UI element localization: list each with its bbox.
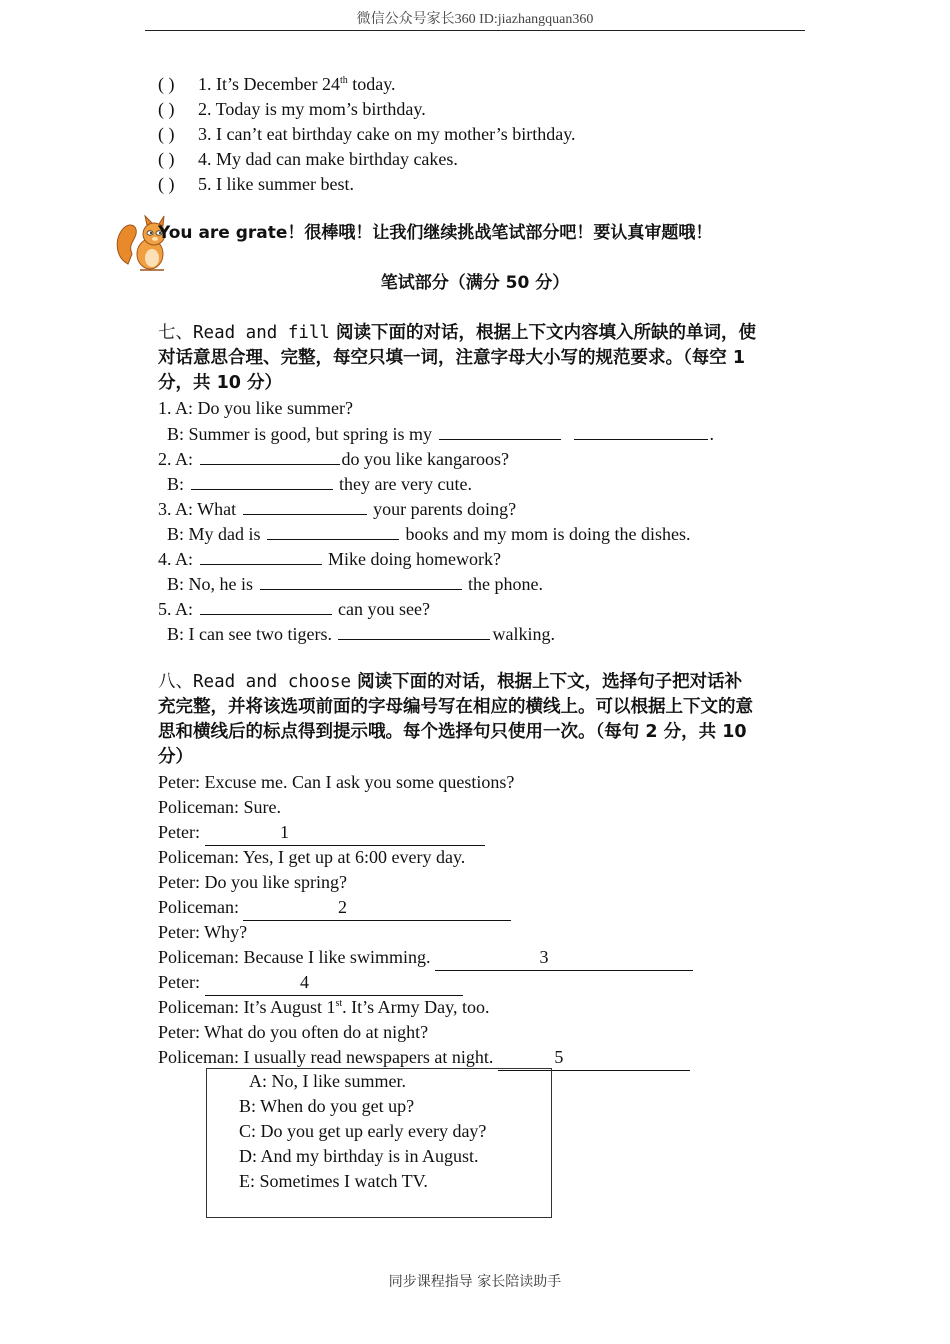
blank-s7-4b[interactable] xyxy=(260,571,462,590)
page-footer: 同步课程指导 家长陪读助手 xyxy=(388,1274,562,1290)
dialog-line-1: Peter: Excuse me. Can I ask you some questions? xyxy=(158,772,515,792)
dialog-line-11: Peter: What do you often do at night? xyxy=(158,1022,429,1042)
dialog-line-6: Policeman: 2 xyxy=(158,895,511,921)
dialog-line-2: Policeman: Sure. xyxy=(158,797,281,817)
s7-line-3: 2. A: do you like kangaroos? xyxy=(158,446,509,472)
option-e: E: Sometimes I watch TV. xyxy=(239,1171,428,1191)
blank-s8-5[interactable]: 5 xyxy=(498,1045,690,1071)
blank-s8-3[interactable]: 3 xyxy=(435,945,693,971)
tf-item-4: ( ) 4. My dad can make birthday cakes. xyxy=(158,149,458,169)
tf-item-1: ( ) 1. It’s December 24th today. xyxy=(158,74,396,94)
option-d: D: And my birthday is in August. xyxy=(239,1146,479,1166)
s7-line-8: B: No, he is the phone. xyxy=(158,571,543,597)
tf-item-5: ( ) 5. I like summer best. xyxy=(158,174,354,194)
section-7-instructions: 七、Read and fill 阅读下面的对话，根据上下文内容填入所缺的单词，使对话意思合理、完整，每空只填一词，注意字母大小写的规范要求。（每空 1 分，共 10 分） xyxy=(158,323,757,393)
dialog-line-9: Peter: 4 xyxy=(158,970,463,996)
s7-line-6: B: My dad is books and my mom is doing the dishes. xyxy=(158,521,691,547)
blank-s8-2[interactable]: 2 xyxy=(243,895,511,921)
option-a: A: No, I like summer. xyxy=(249,1071,406,1091)
encouragement-banner: You are grate！很棒哦！让我们继续挑战笔试部分吧！要认真审题哦！ xyxy=(158,223,713,243)
s7-line-2: B: Summer is good, but spring is my . xyxy=(158,421,714,447)
blank-s7-3b[interactable] xyxy=(267,521,399,540)
blank-s7-3a[interactable] xyxy=(243,496,367,515)
s7-line-1: 1. A: Do you like summer? xyxy=(158,398,353,418)
dialog-line-12: Policeman: I usually read newspapers at night. 5 xyxy=(158,1045,690,1071)
section-8-instructions: 八、Read and choose 阅读下面的对话，根据上下文，选择句子把对话补充完整，并将该选项前面的字母编号写在相应的横线上。可以根据上下文的意思和横线后的标点得到提示哦。每个选择句只使用一次。（每句 2 分，共 10 分） xyxy=(158,672,753,767)
option-c: C: Do you get up early every day? xyxy=(239,1121,487,1141)
blank-s8-1[interactable]: 1 xyxy=(205,820,485,846)
s7-line-5: 3. A: What your parents doing? xyxy=(158,496,516,522)
page-header: 微信公众号家长360 ID:jiazhangquan360 xyxy=(145,10,805,31)
option-b: B: When do you get up? xyxy=(239,1096,415,1116)
dialog-line-8: Policeman: Because I like swimming. 3 xyxy=(158,945,693,971)
s7-line-7: 4. A: Mike doing homework? xyxy=(158,546,501,572)
blank-s8-4[interactable]: 4 xyxy=(205,970,463,996)
s7-line-9: 5. A: can you see? xyxy=(158,596,430,622)
written-section-title: 笔试部分（满分 50 分） xyxy=(380,273,570,293)
dialog-line-10: Policeman: It’s August 1st. It’s Army Day, too. xyxy=(158,997,490,1017)
dialog-line-7: Peter: Why? xyxy=(158,922,248,942)
blank-s7-1a[interactable] xyxy=(439,421,561,440)
blank-s7-2b[interactable] xyxy=(191,471,333,490)
blank-s7-5b[interactable] xyxy=(338,621,490,640)
s7-line-4: B: they are very cute. xyxy=(158,471,472,497)
dialog-line-5: Peter: Do you like spring? xyxy=(158,872,347,892)
tf-item-2: ( ) 2. Today is my mom’s birthday. xyxy=(158,99,426,119)
s7-line-10: B: I can see two tigers. walking. xyxy=(158,621,555,647)
blank-s7-1b[interactable] xyxy=(574,421,708,440)
blank-s7-2a[interactable] xyxy=(200,446,340,465)
dialog-line-4: Policeman: Yes, I get up at 6:00 every day. xyxy=(158,847,466,867)
tf-item-3: ( ) 3. I can’t eat birthday cake on my mother’s birthday. xyxy=(158,124,576,144)
dialog-line-3: Peter: 1 xyxy=(158,820,485,846)
blank-s7-4a[interactable] xyxy=(200,546,322,565)
blank-s7-5a[interactable] xyxy=(200,596,332,615)
